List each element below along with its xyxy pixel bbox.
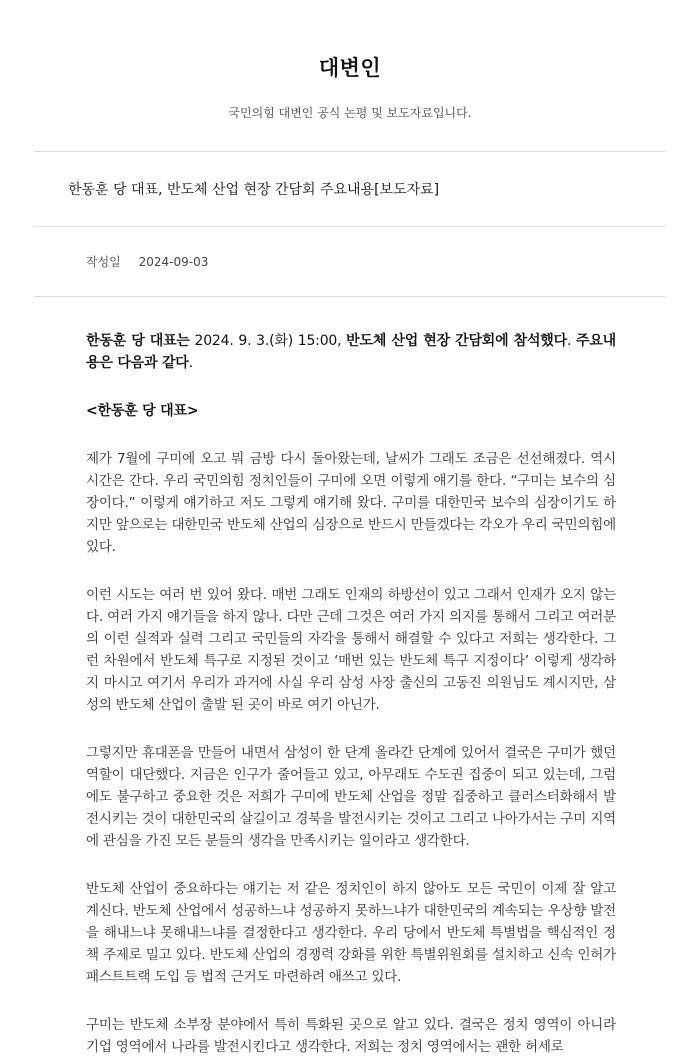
body-paragraph: 반도체 산업이 중요하다는 얘기는 저 같은 정치인이 하지 않아도 모든 국민이 이제 잘 알고 계신다. 반도체 산업에서 성공하느냐 성공하지 못하느냐가 대한민국의 계속되는 우상향 발전을 해내느냐 못해내느냐를 결정한다고 생각한다. 우리 당에서 반도체 특별법을 핵심적인 정책 주제로 밀고 있다. 반도체 산업의 경쟁력 강화를 위한 특별위원회를 설치하고 신속 인허가 패스트트랙 도입 등 법적 근거도 마련하려 애쓰고 있다. (86, 881, 616, 985)
site-description: 국민의힘 대변인 공식 논평 및 보도자료입니다. (228, 106, 472, 120)
body-paragraph: 구미는 반도체 소부장 분야에서 특히 특화된 곳으로 알고 있다. 결국은 정치 영역이 아니라 기업 영역에서 나라를 발전시킨다고 생각한다. 저희는 정치 영역에서는 괜한 허세로 (86, 1017, 616, 1055)
date-label: 작성일 (86, 255, 121, 269)
body-paragraph: 그렇지만 휴대폰을 만들어 내면서 삼성이 한 단계 올라간 단계에 있어서 결국은 구미가 했던 역할이 대단했다. 지금은 인구가 줄어들고 있고, 아무래도 수도권 집중이 되고 있는데, 그럼에도 불구하고 중요한 것은 저희가 구미에 반도체 산업을 정말 집중하고 클러스터화해서 발전시키는 것이 대한민국의 살길이고 경북을 발전시키는 것이고 그리고 나아가서는 구미 지역에 관심을 가진 모든 분들의 생각을 만족시키는 일이라고 생각한다. (86, 745, 616, 849)
article-body (0, 297, 616, 1058)
lead-paragraph (86, 330, 616, 374)
site-title[interactable]: 대변인 (318, 56, 382, 80)
body-paragraph: 제가 7월에 구미에 오고 뭐 금방 다시 돌아왔는데, 날씨가 그래도 조금은 선선해졌다. 역시 시간은 간다. 우리 국민의힘 정치인들이 구미에 오면 이렇게 얘기를 한다. “구미는 보수의 심장이다.” 이렇게 얘기하고 저도 그렇게 얘기해 왔다. 구미를 대한민국 보수의 심장이기도 하지만 앞으로는 대한민국 반도체 산업의 심장으로 반드시 만들겠다는 각오가 우리 국민의힘에 있다. (86, 451, 616, 555)
lead-bold-summary: 주요내용은 다음과 같다 (86, 333, 616, 371)
body-paragraph: 이런 시도는 여러 번 있어 왔다. 매번 그래도 인재의 하방선이 있고 그래서 인재가 오지 않는다. 여러 가지 얘기들을 하지 않나. 다만 근데 그것은 여러 가지 의지를 통해서 그리고 여러분의 이런 실적과 실력 그리고 국민들의 자각을 통해서 해결할 수 있다고 저희는 생각한다. 그런 차원에서 반도체 특구로 지정된 것이고 ‘매번 있는 반도체 특구 지정이다’ 이렇게 생각하지 마시고 여기서 우리가 과거에 사실 우리 삼성 사장 출신의 고동진 의원님도 계시지만, 삼성의 반도체 산업이 출발 된 곳이 바로 여기 아닌가. (86, 587, 616, 713)
lead-end: . (188, 355, 193, 371)
lead-bold-subject: 한동훈 당 대표는 (86, 333, 190, 349)
post-title: 한동훈 당 대표, 반도체 산업 현장 간담회 주요내용[보도자료] (68, 182, 440, 198)
lead-datetime: 2024. 9. 3.(화) 15:00, (189, 333, 347, 349)
lead-punct: . (566, 333, 576, 349)
lead-bold-event: 반도체 산업 현장 간담회에 참석했다 (346, 333, 567, 349)
site-header (0, 0, 700, 121)
post-meta (0, 227, 700, 296)
section-heading: <한동훈 당 대표> (86, 403, 199, 419)
post-date: 2024-09-03 (138, 255, 209, 269)
